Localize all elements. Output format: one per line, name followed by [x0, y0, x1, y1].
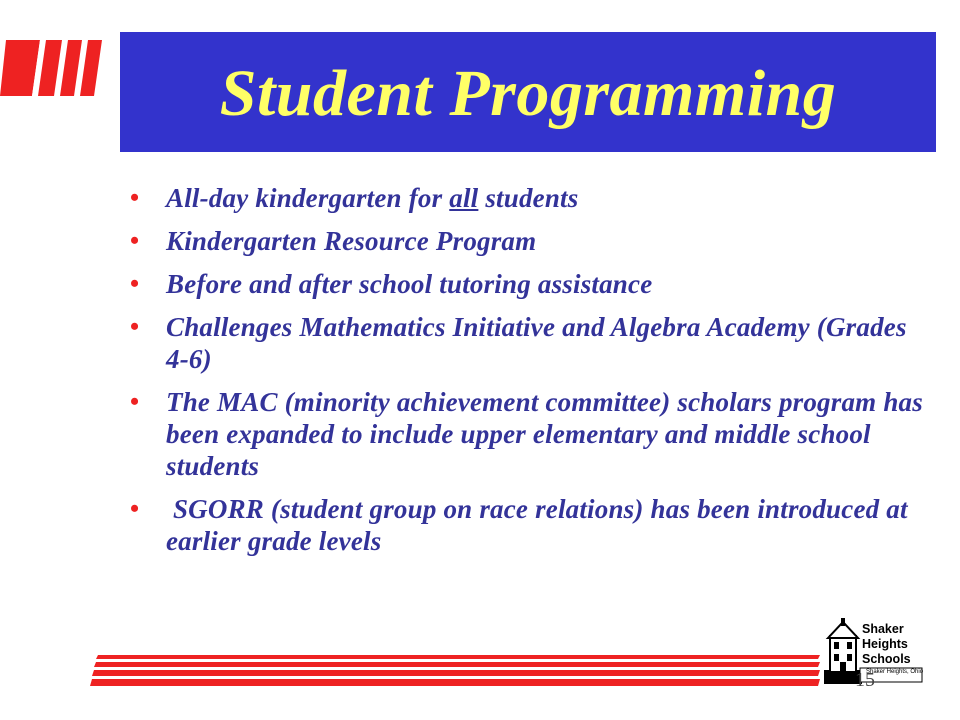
slide-title: Student Programming	[219, 57, 837, 130]
bullet-item	[128, 268, 928, 300]
bullet-text-before: All-day kindergarten for	[166, 183, 450, 213]
bullet-text-underlined: all	[449, 183, 479, 213]
page-number: 15	[855, 669, 875, 691]
bullet-item	[128, 182, 928, 214]
bullet-item	[128, 311, 928, 375]
bullet-text: Kindergarten Resource Program	[166, 226, 537, 256]
bullet-item	[128, 493, 928, 557]
bullet-icon: •	[130, 387, 140, 416]
bullet-icon: •	[130, 312, 140, 341]
bullet-text: SGORR (student group on race relations) has been introduced at earlier grade levels	[166, 494, 915, 556]
school-logo-text	[862, 622, 924, 667]
bullet-icon: •	[130, 226, 140, 255]
bullet-icon: •	[130, 494, 140, 523]
bullet-text: Challenges Mathematics Initiative and Algebra Academy (Grades 4-6)	[166, 312, 907, 374]
bullet-text: Before and after school tutoring assistance	[166, 269, 653, 299]
red-stripes-decoration	[90, 655, 820, 695]
bullet-icon: •	[130, 269, 140, 298]
bullet-list	[128, 182, 928, 568]
bullet-item	[128, 386, 928, 482]
logo-line-3: Schools	[862, 652, 911, 666]
bullet-text-after: students	[478, 183, 579, 213]
red-bars-decoration	[0, 40, 110, 100]
logo-subtitle: Shaker Heights, Ohio	[866, 669, 924, 675]
bullet-text: The MAC (minority achievement committee) scholars program has been expanded to include upper elementary and middle school students	[166, 387, 923, 481]
title-banner	[120, 32, 936, 152]
logo-line-2: Heights	[862, 637, 908, 651]
logo-line-1: Shaker	[862, 622, 904, 636]
bullet-icon: •	[130, 183, 140, 212]
bullet-item	[128, 225, 928, 257]
